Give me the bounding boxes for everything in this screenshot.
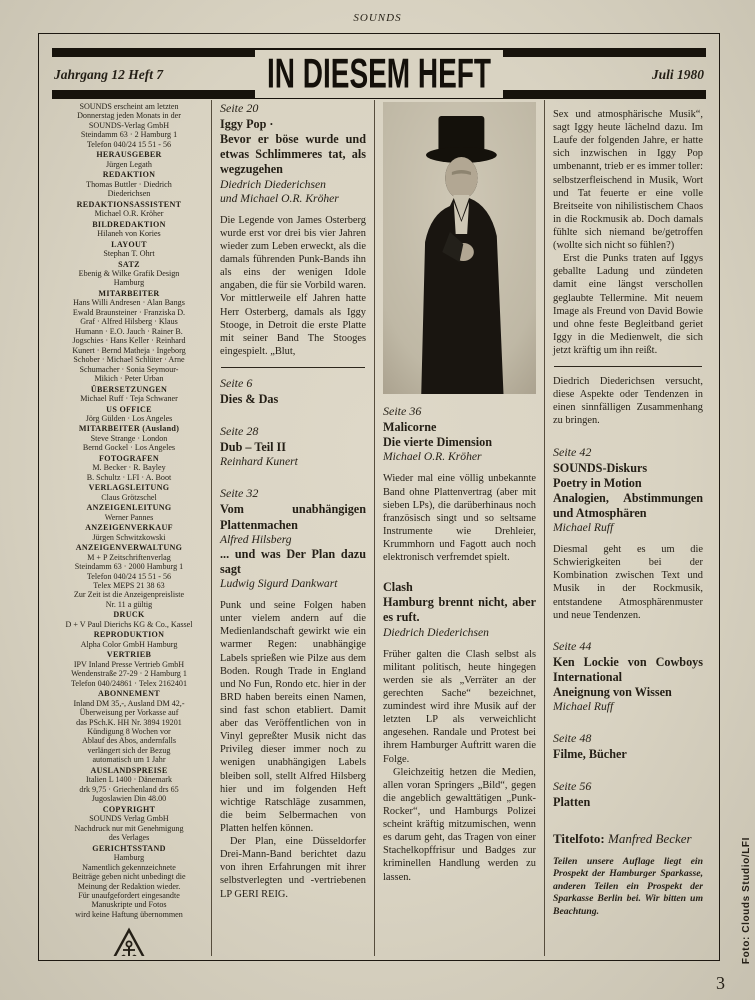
masthead-line: Stephan T. Ohrt [103,249,155,259]
masthead-heading: MITARBEITER (Ausland) [78,424,180,434]
issue-info: Jahrgang 12 Heft 7 [54,67,164,82]
masthead-line: Nachdruck nur mit Genehmigung [74,823,184,833]
column-rule [554,366,702,367]
masthead-line: D + V Paul Dierichs KG & Co., Kassel [65,619,193,629]
entry-page-ref: Seite 32 [220,486,259,501]
entry-title: Aneignung von Wissen [553,685,672,700]
summary-paragraph: Wieder mal eine völlig unbekannte Band ohne Plattenvertrag (aber mit sieben LPs), die darüberhinaus noch französisch singt und so seltsame Instrumente wie Drehleier, Krummhorn und Fagott auch noch elektronisch verfremdet spielt. [383,473,536,564]
masthead-line: Hans Willi Andresen · Alan Bangs [73,298,185,308]
masthead-line: Steindamm 63 · 2 Hamburg 1 [80,130,178,140]
masthead-heading: MITARBEITER [98,288,160,298]
masthead-line: wird keine Haftung übernommen [75,909,183,919]
masthead-line: Namentlich gekennzeichnete [82,862,176,872]
entry-author: Diedrich Diederichsen [220,177,326,191]
entry-page-ref: Seite 56 [553,779,592,794]
entry-title: Dies & Das [220,391,279,406]
toc-column-1 [211,100,374,956]
masthead-line: SOUNDS erscheint am letzten [79,102,179,111]
masthead-heading: SATZ [118,259,140,269]
masthead-column [47,100,211,956]
iggy-pop-photo [383,102,536,394]
spacer [553,811,703,827]
entry-title: Iggy Pop · [220,117,274,131]
spacer [553,622,703,638]
masthead-line: Meinung der Redaktion wieder. [77,881,181,891]
masthead-heading: COPYRIGHT [102,804,156,814]
masthead-line: Inland DM 35,-, Ausland DM 42,- [73,698,185,708]
entry-title: Dub – Teil II [220,440,287,455]
masthead-heading: ANZEIGENVERKAUF [85,523,173,533]
masthead-line: Kündigung 8 Wochen vor [87,727,171,736]
masthead-heading: AUSLANDSPREISE [90,765,168,775]
summary-paragraph: Erst die Punks traten auf Iggys geballte Ladung und zündeten damit eine längst verschollen geglaubte Tellermine. Mit neuem Image als Freund von David Bowie und ohne feste Begleitband geriet Iggy in die Medienwelt, die sich jetzt kräftig um ihn reißt. [553,253,703,356]
masthead-heading: LAYOUT [111,239,147,249]
masthead-line: Jörg Gülden · Los Angeles [85,414,173,423]
masthead-line: M + P Zeitschriftenverlag [87,552,171,562]
masthead-line: Kunert · Bernd Matheja · Ingeborg [72,345,186,355]
masthead-line: Jürgen Legath [106,159,152,169]
spacer [553,428,703,444]
masthead-line: Ablauf des Abos, andernfalls [82,736,176,746]
masthead-line: Zur Zeit ist die Anzeigenpreisliste [73,590,185,600]
masthead-line: Jugoslawien Din 48.00 [91,794,167,804]
entry-title: Poetry in Motion [553,475,642,490]
toc-title: IN DIESEM HEFT [255,50,503,98]
masthead-line: verlängert sich der Bezug [87,745,171,755]
page-frame [38,33,720,961]
entry-title: Die vierte Dimension [383,435,492,450]
masthead-line: des Verlages [108,833,150,843]
photo-credit-vertical: Foto: Clouds Studio/LFI [741,836,752,964]
summary-paragraph: Der Plan, eine Düsseldorfer Drei-Mann-Band berichtet dazu von ihren Erfahrungen mit ihrer selbstverlegten und -vertriebenen LP GERI REIG. [220,836,366,900]
entry-title: ... und was Der Plan dazu sagt [220,546,366,576]
masthead-line: Thomas Buttler · Diedrich [86,179,172,189]
masthead-line: Telex MEPS 21 38 63 [93,580,165,590]
masthead-line: Ewald Braunsteiner · Franziska D. [72,307,186,317]
masthead-line: das PSch.K. HH Nr. 3894 19201 [76,717,182,727]
masthead-line: Beiträge geben nicht unbedingt die [72,872,186,882]
spacer [553,762,703,778]
spacer [220,407,366,423]
entry-author: Alfred Hilsberg [220,532,292,546]
entry-title: Malicorne [383,420,437,434]
masthead-heading: ABONNEMENT [98,689,160,699]
masthead-line: Hilaneh von Kories [97,229,161,239]
entry-title: Platten [553,795,591,810]
entry-author: Diedrich Diederichsen [383,625,489,639]
masthead-heading: ÜBERSETZUNGEN [90,384,168,394]
cover-photo-label: Titelfoto: [553,830,605,846]
masthead-line: Alpha Color GmbH Hamburg [80,639,178,649]
masthead-line: SOUNDS Verlag GmbH [89,814,169,824]
entry-page-ref: Seite 6 [220,375,253,390]
masthead-line: Donnerstag jeden Monats in der [77,111,181,121]
masthead-line: Werner Pannes [104,512,154,522]
masthead-heading: REDAKTION [102,170,156,180]
masthead-line: Für unaufgefordert eingesandte [78,890,180,900]
entry-title: Clash [383,580,413,595]
cover-photographer: Manfred Becker [604,830,692,846]
toc-column-3 [544,100,711,956]
entry-title: Hamburg brennt nicht, aber es ruft. [383,595,536,625]
entry-page-ref: Seite 48 [553,731,592,746]
masthead-heading: BILDREDAKTION [92,219,166,229]
masthead-line: SOUNDS-Verlag GmbH [88,120,170,130]
entry-title: Vom unabhängigen Plattenmachen [220,502,366,532]
entry-page-ref: Seite 20 [220,101,259,115]
masthead-line: Hamburg [113,853,145,863]
entry-title: Analogien, Abstimmungen und Atmosphären [553,490,703,520]
masthead-line: Telefon 040/24861 · Telex 2162401 [70,678,188,688]
entry-title: Filme, Bücher [553,747,627,762]
masthead-line: Manuskripte und Fotos [91,900,167,910]
masthead-heading: US OFFICE [106,404,152,414]
entry-page-ref: Seite 42 [553,444,592,459]
masthead-line: Michael Ruff · Teja Schwaner [80,394,178,404]
page-number: 3 [716,973,725,993]
entry-title: Ken Lockie von Cowboys International [553,654,703,684]
entry-author: Michael Ruff [553,700,614,714]
masthead-line: Jogschies · Hans Keller · Reinhard [72,336,186,346]
masthead-heading: GERICHTSSTAND [92,843,166,853]
masthead-line: Wendenstraße 27-29 · 2 Hamburg 1 [71,669,187,679]
magazine-name: SOUNDS [353,12,402,24]
insert-notice: Teilen unsere Auflage liegt ein Prospekt der Hamburger Sparkasse, anderen Teilen ein Prospekt der Sparkasse Berlin bei. Wir bitten um Beachtung. [553,855,703,918]
masthead-line: Graf · Alfred Hilsberg · Klaus [80,317,178,327]
masthead-heading: ANZEIGENVERWALTUNG [75,543,183,553]
masthead-line: Bernd Gockel · Los Angeles [82,443,176,453]
summary-paragraph: Diesmal geht es um die Schwierigkeiten bei der Kombination zwischen Text und Musik in der Rockmusik, entstandene Atmosphärenmuster und neue Tendenzen. [553,544,703,621]
entry-page-ref: Seite 44 [553,638,592,653]
entry-author: Reinhard Kunert [220,455,298,469]
entry-page-ref: Seite 28 [220,424,259,439]
masthead-line: M. Becker · R. Bayley [92,463,166,473]
masthead-line: Mikich · Peter Urban [94,374,164,384]
anchor-emblem-icon [107,927,151,956]
content-columns [47,100,711,956]
masthead-line: Telefon 040/24 15 51 - 56 [86,571,172,581]
masthead-line: Überweisung per Vorkasse auf [79,708,179,718]
masthead-line: Steindamm 63 · 2000 Hamburg 1 [74,562,184,572]
spacer [383,564,536,580]
spacer [220,469,366,485]
masthead-line: Hamburg [113,278,145,288]
cover-photo-credit [553,831,703,847]
entry-author: Michael Ruff [553,521,614,535]
entry-page-ref: Seite 36 [383,404,422,418]
masthead-line: Ebenig & Wilke Grafik Design [78,268,180,278]
masthead-heading: HERAUSGEBER [96,150,162,160]
summary-paragraph: Die Legende von James Osterberg wurde erst vor drei bis vier Jahren wieder zum Leben erweckt, als die damals führenden Punk-Bands ihn als eins der wenigen Idole angaben, die für sie Vorbild waren. Vor mittlerweile elf Jahren hatte Herr Osterberg, damals als Iggy Stooge, in Detroit die erste Platte mit seiner Band The Stooges eingespielt. „Blut, [220,214,366,357]
summary-paragraph: Diedrich Diederichsen versucht, diese Aspekte oder Tendenzen in einen sinnfälligen Zusammenhang zu bringen. [553,376,703,427]
entry-author: Michael O.R. Kröher [383,450,482,464]
masthead-heading: REDAKTIONSASSISTENT [76,199,182,209]
entry-author: Ludwig Sigurd Dankwart [220,577,338,591]
toc-column-2 [374,100,544,956]
summary-paragraph: Sex und atmosphärische Musik“, sagt Iggy heute lächelnd dazu. Im Laufe der folgenden Jahre, er hatte sich inzwischen in Iggy Pop umbenannt, trieb er es immer toller: selbstzerfleischend in Musik, Wort und Tat feuerte er eine volle Breitseite von nihilistischem Chaos in die Rockmusik ab. Doch damals fühlte sich niemand be/getroffen (wollte sich nicht so fühlen?) [553,109,703,252]
masthead-heading: VERLAGSLEITUNG [88,483,170,493]
spacer [553,714,703,730]
masthead-line: Claus Grötzschel [101,492,157,502]
masthead-line: Telefon 040/24 15 51 - 56 [86,139,172,149]
masthead-line: Humann · E.O. Jauch · Rainer B. [75,326,183,336]
masthead-line: automatisch um 1 Jahr [92,755,166,765]
column-rule [221,367,365,368]
masthead-heading: REPRODUKTION [93,630,165,640]
toc-header [52,41,706,105]
entry-author: und Michael O.R. Kröher [220,191,339,205]
masthead-heading: ANZEIGENLEITUNG [86,503,172,513]
entry-title: SOUNDS-Diskurs [553,460,648,475]
summary-paragraph: Punk und seine Folgen haben unter vielem andern auf die Medienlandschaft gewirkt wie ein warmer Regen: unabhängige Labels sprießen wie Pilze aus dem Boden. Rough Trade in England und No Fun, Rondo etc. hier in der BRD haben bereits einen Namen, sind fast schon etabliert. Damit aber das Veröffentlichen von in Vinyl gepreßter Musik nicht das Privileg dieser immer noch zu wenigen unabhängigen Labels bleiben soll, stellt Alfred Hilsberg hier und im folgenden Heft wichtige Ratschläge zusammen, die beim Selbermachen von Platten helfen können. [220,600,366,835]
masthead-heading: VERTRIEB [106,650,152,660]
masthead-line: drk 9,75 · Griechenland drs 65 [79,784,179,794]
entry-title: Bevor er böse wurde und etwas Schlimmeres tat, als wegzugehen [220,132,366,177]
summary-paragraph: Früher galten die Clash selbst als militant politisch, heute hingegen werden sie als „Verräter an der gerechten Sache“ bezeichnet, zumindest wird ihre Musik auf der letzten LP als verweichlicht angesehen. Randale und Protest bei ihrem Hamburger Auftritt waren die Folge. [383,648,536,765]
masthead-line: Schumacher · Sonia Seymour- [79,364,179,374]
masthead-heading: DRUCK [113,610,145,620]
masthead-line: Jürgen Schwitzkowski [92,532,166,542]
masthead-line: Nr. 11 a gültig [105,599,153,609]
summary-paragraph: Gleichzeitig hetzen die Medien, allen voran Springers „Bild“, gegen die angeblich gewalttätigen „Punk-Rocker“, und Hamburgs Polizei scheint kräftig mitzumischen, wenn es darum geht, das Tragen von einer Stachelkopffrisur und Badges zur kriminellen Handlung werden zu lassen. [383,766,536,883]
masthead-line: Steve Strange · London [90,433,168,443]
masthead-line: Italien L 1400 · Dänemark [86,775,172,785]
masthead-line: IPV Inland Presse Vertrieb GmbH [73,659,185,669]
masthead-line: Diederichsen [107,189,151,199]
masthead-line: Schober · Michael Schlüter · Arne [73,355,185,365]
masthead-line: B. Schultz · LFI · A. Boot [86,472,172,482]
masthead-line: Michael O.R. Kröher [94,209,164,219]
issue-date: Juli 1980 [651,67,704,82]
masthead-heading: FOTOGRAFEN [99,453,159,463]
